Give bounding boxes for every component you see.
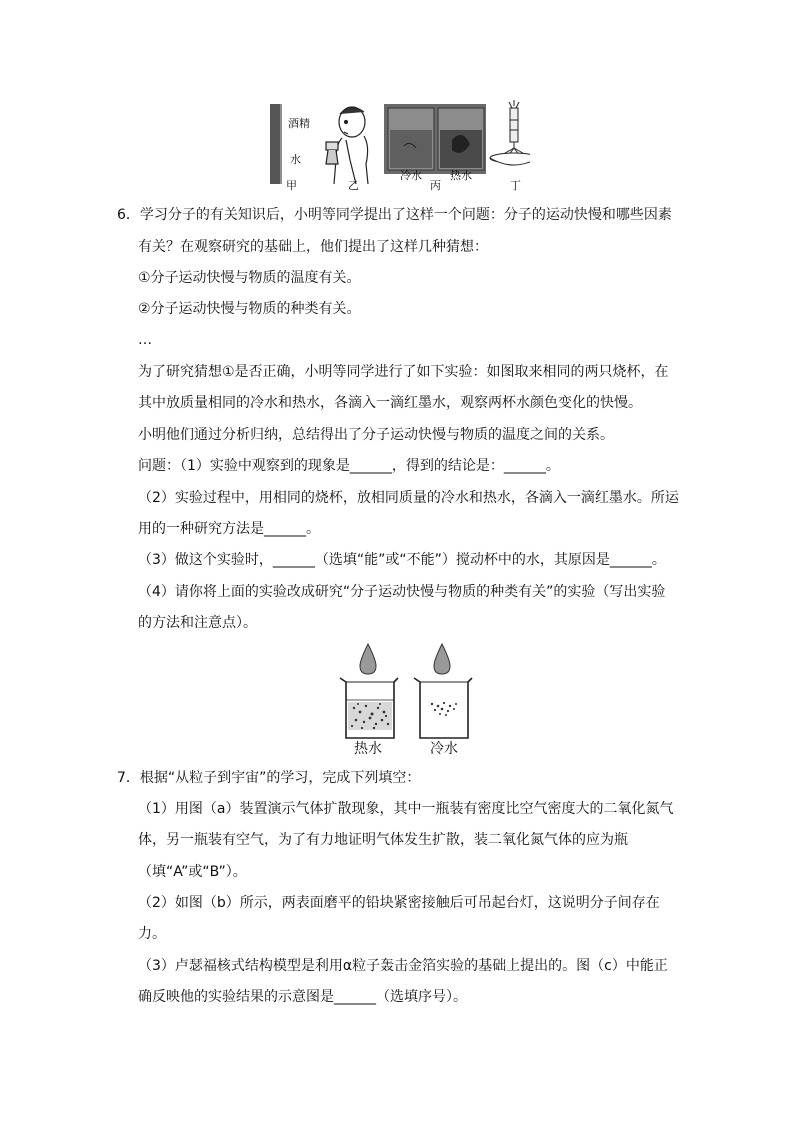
- q6-line-8: 小明他们通过分析归纳，总结得出了分子运动快慢与物质的温度之间的关系。: [138, 427, 614, 443]
- q6-line-12: （3）做这个实验时，______（选填“能”或“不能”）搅动杯中的水，其原因是______。: [138, 552, 666, 568]
- label-cold-water: 冷水: [400, 169, 422, 182]
- q6-line-7: 其中放质量相同的冷水和热水，各滴入一滴红墨水，观察两杯水颜色变化的快慢。: [138, 395, 642, 411]
- q6-line-13: （4）请你将上面的实验改成研究“分子运动快慢与物质的种类有关”的实验（写出实验: [138, 584, 666, 600]
- q6-line-6: 为了研究猜想①是否正确，小明等同学进行了如下实验：如图取来相同的两只烧杯，在: [138, 364, 669, 380]
- label-yi: 乙: [348, 179, 359, 192]
- q6-line-10: （2）实验过程中，用相同的烧杯，放相同质量的冷水和热水，各滴入一滴红墨水。所运: [138, 490, 679, 506]
- label-water: 水: [290, 153, 301, 166]
- plate-stand-icon: [490, 100, 530, 165]
- tube-jia-icon: [270, 104, 280, 184]
- q6-line-4: ②分子运动快慢与物质的种类有关。: [138, 301, 361, 317]
- q6-line-5: …: [138, 332, 152, 348]
- label-hot-water-beaker: 热水: [354, 741, 382, 757]
- label-ding: 丁: [510, 179, 521, 192]
- top-figure-drawing: [266, 100, 530, 192]
- label-bing: 丙: [430, 179, 441, 192]
- beakers-photo-icon: [384, 104, 486, 174]
- q6-line-2: 有关？在观察研究的基础上，他们提出了这样几种猜想：: [138, 239, 488, 255]
- q7-line-3: 体，另一瓶装有空气，为了有力地证明气体发生扩散，装二氧化氮气体的应为瓶: [138, 832, 628, 848]
- q7-line-1: 7．根据“从粒子到宇宙”的学习，完成下列填空：: [117, 770, 421, 786]
- q6-line-14: 的方法和注意点）。: [138, 615, 257, 631]
- label-alcohol: 酒精: [288, 117, 310, 130]
- q6-line-11: 用的一种研究方法是______。: [138, 521, 320, 537]
- beaker-figure-drawing: [338, 642, 474, 742]
- q7-line-6: 力。: [138, 926, 166, 942]
- q7-line-5: （2）如图（b）所示，两表面磨平的铅块紧密接触后可吊起台灯，这说明分子间存在: [138, 895, 660, 911]
- boy-smelling-icon: [326, 107, 368, 184]
- drop-left-icon: [360, 644, 376, 674]
- label-hot-water: 热水: [450, 169, 472, 182]
- q7-line-8: 确反映他的实验结果的示意图是______（选填序号）。: [138, 989, 467, 1005]
- q7-line-4: （填“A”或“B”）。: [138, 864, 247, 880]
- beaker-figure: [338, 642, 474, 760]
- label-cold-water-beaker: 冷水: [430, 741, 458, 757]
- q7-line-7: （3）卢瑟福核式结构模型是利用α粒子轰击金箔实验的基础上提出的。图（c）中能正: [138, 958, 668, 974]
- cold-water-beaker-icon: [414, 678, 472, 738]
- drop-right-icon: [434, 644, 450, 674]
- q6-line-3: ①分子运动快慢与物质的温度有关。: [138, 270, 361, 286]
- q6-line-1: 6．学习分子的有关知识后，小明等同学提出了这样一个问题：分子的运动快慢和哪些因素: [117, 207, 672, 223]
- top-figure: [266, 100, 530, 192]
- label-jia: 甲: [286, 179, 297, 192]
- cold-water-ink-icon: [431, 702, 457, 716]
- q7-line-2: （1）用图（a）装置演示气体扩散现象，其中一瓶装有密度比空气密度大的二氧化氮气: [138, 801, 674, 817]
- q6-line-9: 问题：（1）实验中观察到的现象是______，得到的结论是：______。: [138, 458, 560, 474]
